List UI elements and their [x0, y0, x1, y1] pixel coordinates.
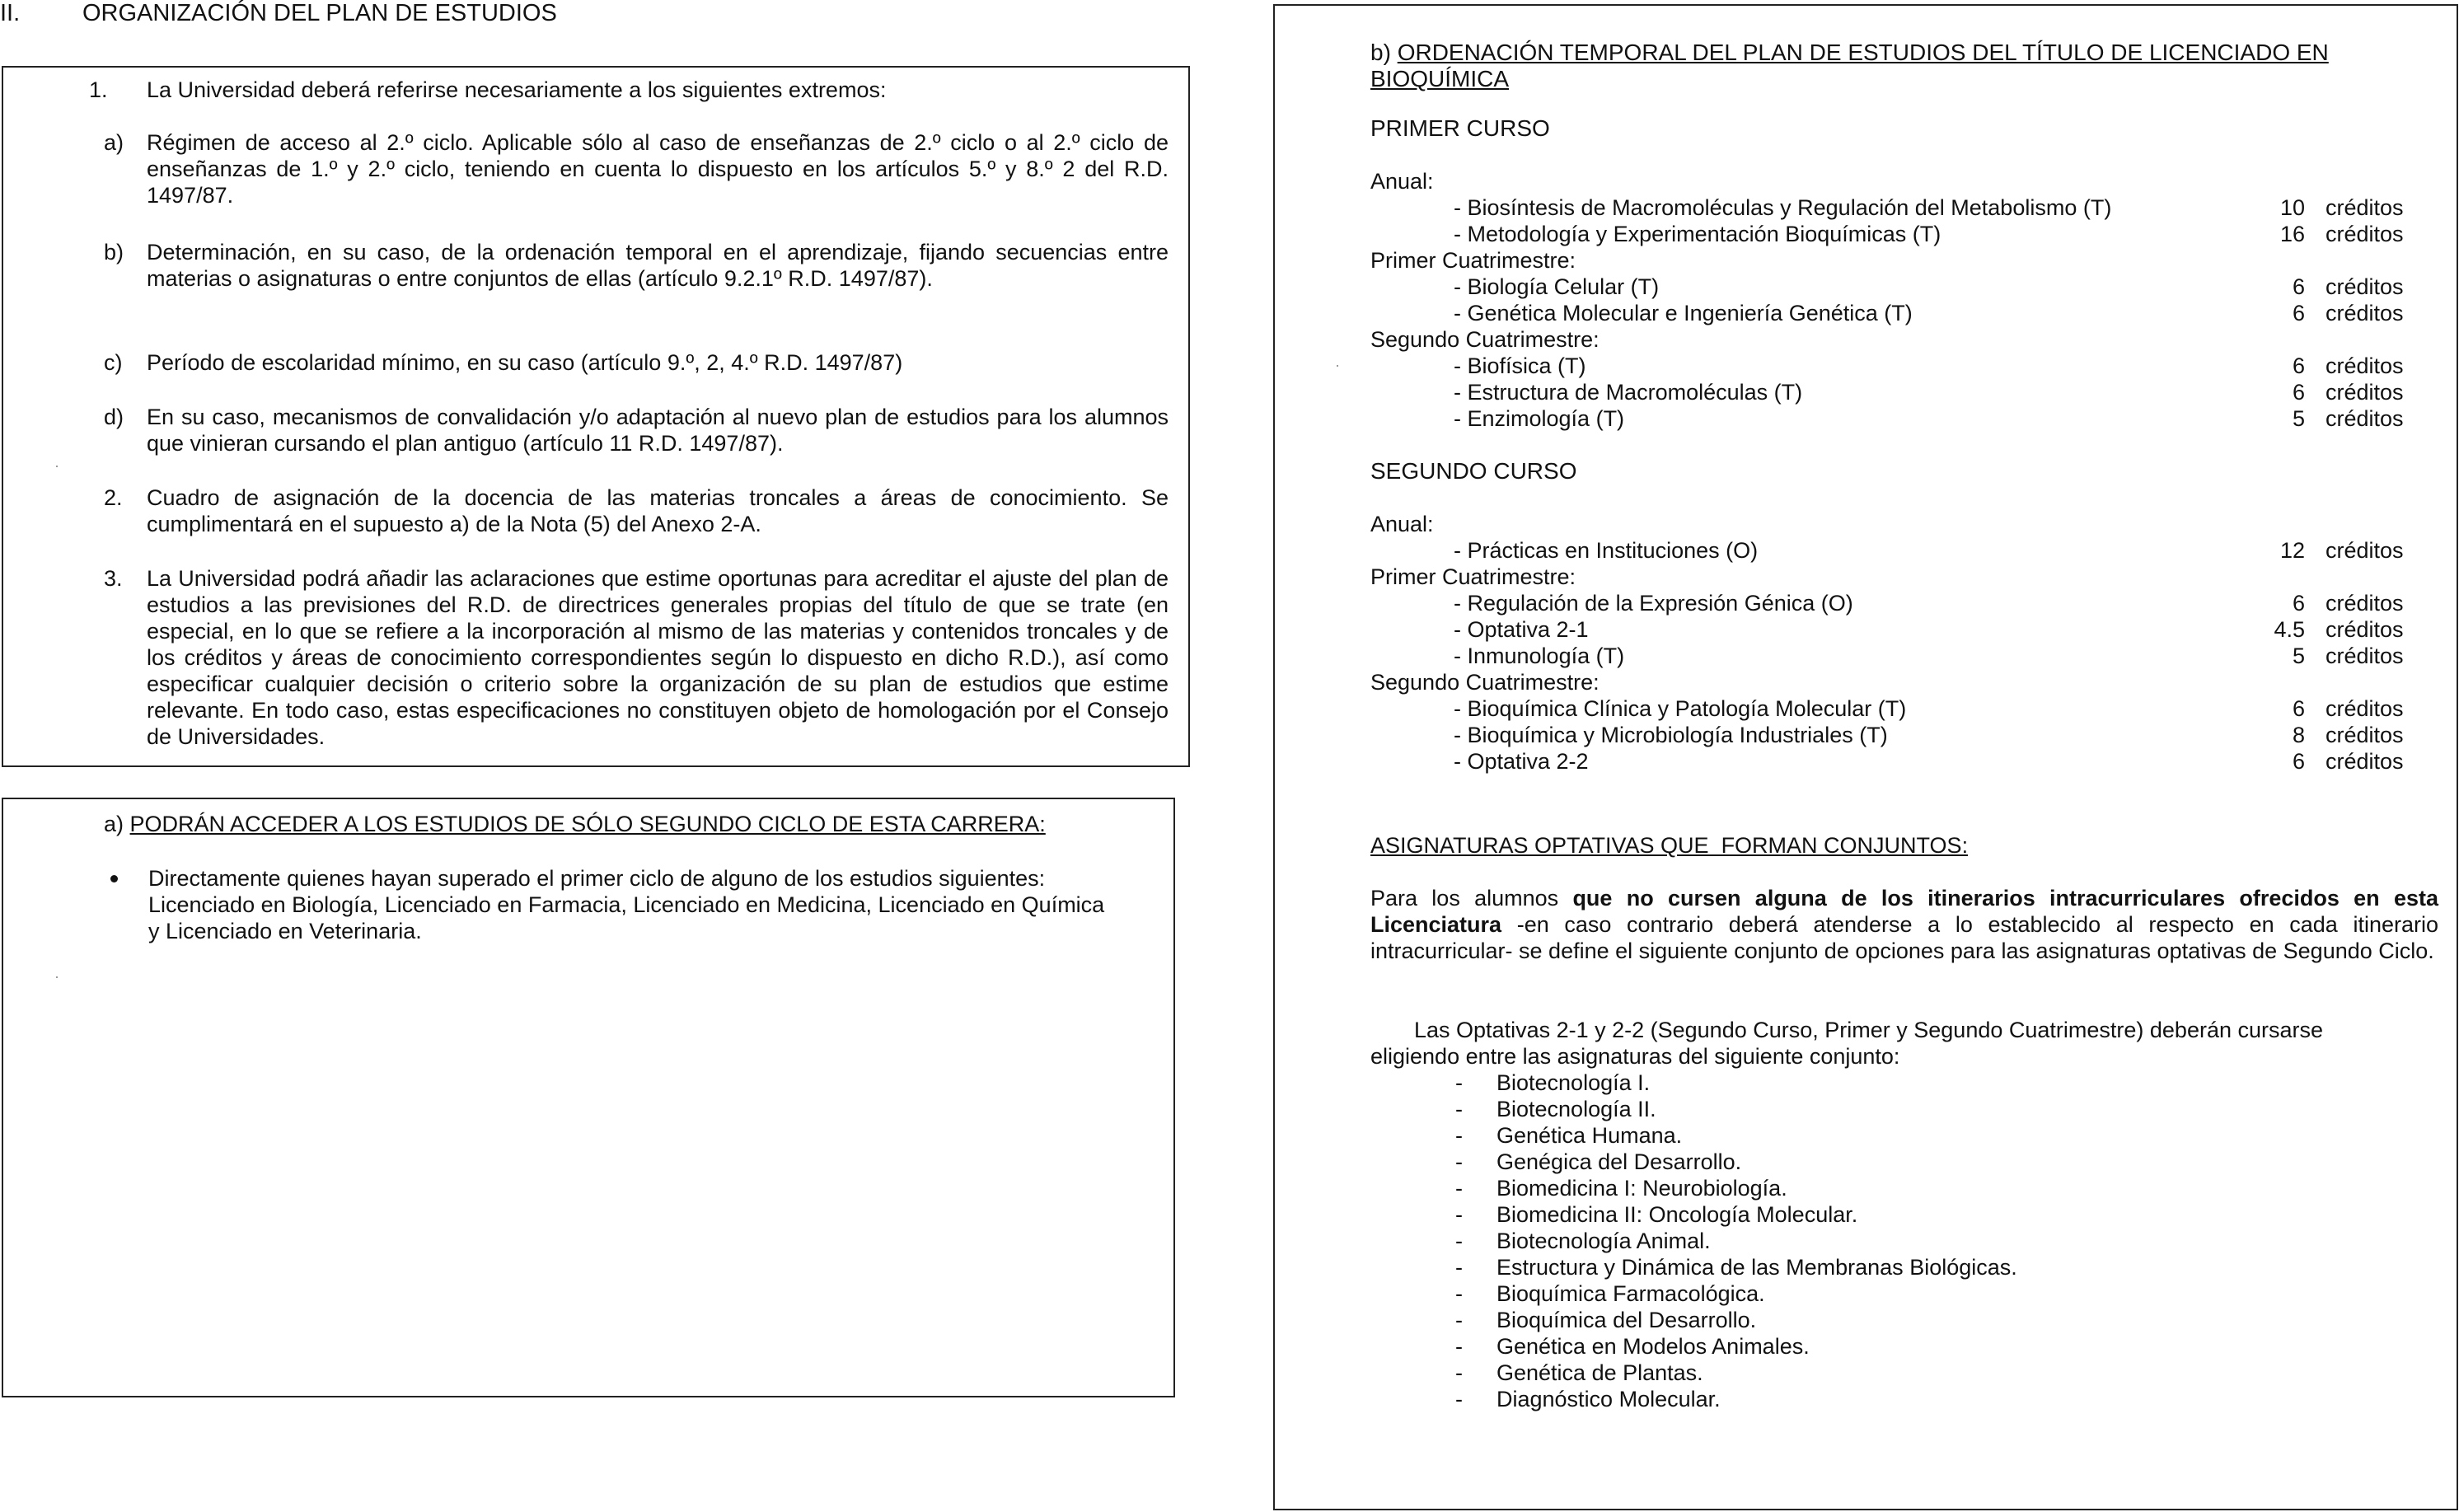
credits-unit: créditos — [2326, 274, 2404, 299]
subject-credits: 6 — [2292, 696, 2305, 721]
bullet-icon — [110, 875, 118, 882]
ordering-title — [1370, 40, 2359, 92]
optional-paragraph-1-start: Para los alumnos — [1370, 886, 1573, 910]
access-bullet-text: Directamente quienes hayan superado el primer ciclo de alguno de los estudios siguientes: Licenciado en Biología, Licenciado en Farmacia, Licenciado en Medicina, Licenciado en Química y Licenciado en Veterinaria. — [148, 866, 1105, 943]
dash-marker: - — [1455, 1229, 1463, 1253]
optional-subject-name: Biotecnología II. — [1496, 1097, 1656, 1121]
optional-paragraph-2-text: Las Optativas 2-1 y 2-2 (Segundo Curso, Primer y Segundo Cuatrimestre) deberán cursarse eligiendo entre las asignaturas del siguiente conjunto: — [1370, 1018, 2324, 1069]
optional-paragraph-1-bold: que no cursen alguna de los itinerarios intracurriculares ofrecidos en esta Licenciatura — [1370, 886, 2438, 937]
subject-name: - Enzimología (T) — [1454, 406, 1625, 431]
subject-credits: 6 — [2292, 749, 2305, 774]
subject-credits: 16 — [2279, 222, 2305, 246]
requirement-text: Régimen de acceso al 2.º ciclo. Aplicable sólo al caso de enseñanzas de 2.º ciclo o al 2.º ciclo de enseñanzas de 1.º y 2.º ciclo, teniendo en cuenta lo dispuesto en los artículos 5.º y 8.º 2 del R.D. 1497/87. — [147, 130, 1169, 208]
period-label: Segundo Cuatrimestre: — [1370, 670, 1600, 695]
ordering-title-text: ORDENACIÓN TEMPORAL DEL PLAN DE ESTUDIOS DEL TÍTULO DE LICENCIADO EN BIOQUÍMICA — [1370, 40, 2329, 91]
optional-subject-name: Biomedicina I: Neurobiología. — [1496, 1176, 1787, 1201]
requirement-mark: 2. — [104, 485, 123, 510]
dash-marker: - — [1455, 1149, 1463, 1174]
dash-marker: - — [1455, 1308, 1463, 1332]
subject-credits: 6 — [2292, 301, 2305, 325]
dash-marker: - — [1455, 1202, 1463, 1227]
credits-unit: créditos — [2326, 222, 2404, 246]
period-label: Primer Cuatrimestre: — [1370, 248, 1576, 273]
subject-name: - Optativa 2-1 — [1454, 617, 1589, 642]
requirement-item — [104, 129, 1169, 208]
dash-marker: - — [1455, 1123, 1463, 1148]
dash-marker: - — [1455, 1097, 1463, 1121]
requirement-mark: 3. — [104, 566, 123, 591]
optional-paragraph-1 — [1370, 885, 2438, 964]
requirement-text: Período de escolaridad mínimo, en su caso (artículo 9.º, 2, 4.º R.D. 1497/87) — [147, 350, 903, 375]
subject-name: - Prácticas en Instituciones (O) — [1454, 538, 1759, 563]
optional-subject-name: Bioquímica del Desarrollo. — [1496, 1308, 1757, 1332]
subject-credits: 6 — [2292, 591, 2305, 616]
optional-subject-name: Genética en Modelos Animales. — [1496, 1334, 1810, 1359]
period-label: Anual: — [1370, 169, 1434, 194]
optional-subject-name: Genética Humana. — [1496, 1123, 1683, 1148]
credits-unit: créditos — [2326, 195, 2404, 220]
access-heading — [104, 811, 1046, 837]
subject-credits: 6 — [2292, 274, 2305, 299]
optional-subject-name: Estructura y Dinámica de las Membranas Biológicas. — [1496, 1255, 2017, 1280]
section-number: II. — [0, 0, 21, 26]
subject-name: - Biología Celular (T) — [1454, 274, 1660, 299]
subject-credits: 5 — [2292, 644, 2305, 668]
subject-name: - Estructura de Macromoléculas (T) — [1454, 380, 1803, 405]
course-title: SEGUNDO CURSO — [1370, 458, 1577, 484]
subject-name: - Optativa 2-2 — [1454, 749, 1589, 774]
credits-unit: créditos — [2326, 353, 2404, 378]
subject-name: - Genética Molecular e Ingeniería Genética (T) — [1454, 301, 1913, 325]
requirement-mark: 1. — [89, 77, 108, 102]
requirement-mark: b) — [104, 240, 124, 264]
dash-marker: - — [1455, 1360, 1463, 1385]
subject-credits: 4.5 — [2274, 617, 2305, 642]
credits-unit: créditos — [2326, 617, 2404, 642]
optional-subject-name: Biomedicina II: Oncología Molecular. — [1496, 1202, 1858, 1227]
subject-credits: 12 — [2279, 538, 2305, 563]
ordering-title-mark: b) — [1370, 40, 1391, 65]
subject-name: - Biofísica (T) — [1454, 353, 1586, 378]
dash-marker: - — [1455, 1176, 1463, 1201]
optional-subject-name: Biotecnología I. — [1496, 1070, 1651, 1095]
optional-subject-name: Genégica del Desarrollo. — [1496, 1149, 1742, 1174]
subject-credits: 10 — [2279, 195, 2305, 220]
section-title: ORGANIZACIÓN DEL PLAN DE ESTUDIOS — [82, 0, 557, 26]
period-label: Segundo Cuatrimestre: — [1370, 327, 1600, 352]
dash-marker: - — [1455, 1387, 1463, 1411]
optional-paragraph-2 — [1370, 1017, 2359, 1070]
credits-unit: créditos — [2326, 591, 2404, 616]
requirement-text: La Universidad podrá añadir las aclaraciones que estime oportunas para acreditar el ajuste del plan de estudios a las previsiones del R.D. de directrices generales propias del título de que se trate (en especial, en lo que se refiere a la incorporación al mismo de las materias y contenidos troncales y de los créditos y áreas de conocimiento correspondientes según lo dispuesto en dicho R.D.), así como especificar cualquier decisión o criterio sobre la organización de su plan de estudios que estime relevante. En todo caso, estas especificaciones no constituyen objeto de homologación por el Consejo de Universidades. — [147, 566, 1169, 749]
subject-credits: 6 — [2292, 380, 2305, 405]
optional-heading: ASIGNATURAS OPTATIVAS QUE FORMAN CONJUNTOS: — [1370, 833, 1969, 858]
credits-unit: créditos — [2326, 380, 2404, 405]
scan-speck — [1337, 365, 1338, 367]
optional-paragraph-1-end: -en caso contrario deberá atenderse a lo establecido al respecto en cada itinerario intracurricular- se define el siguiente conjunto de opciones para las asignaturas optativas de Segundo Ciclo. — [1370, 912, 2438, 963]
requirement-item — [104, 404, 1169, 456]
optional-subject-name: Diagnóstico Molecular. — [1496, 1387, 1721, 1411]
credits-unit: créditos — [2326, 696, 2404, 721]
access-bullet — [148, 865, 1121, 944]
period-label: Primer Cuatrimestre: — [1370, 564, 1576, 589]
subject-name: - Regulación de la Expresión Génica (O) — [1454, 591, 1853, 616]
credits-unit: créditos — [2326, 723, 2404, 747]
requirement-item — [104, 239, 1169, 292]
dash-marker: - — [1455, 1070, 1463, 1095]
subject-name: - Biosíntesis de Macromoléculas y Regulación del Metabolismo (T) — [1454, 195, 2112, 220]
requirement-item — [89, 77, 1169, 103]
credits-unit: créditos — [2326, 406, 2404, 431]
dash-marker: - — [1455, 1281, 1463, 1306]
subject-name: - Bioquímica y Microbiología Industriales (T) — [1454, 723, 1888, 747]
subject-name: - Metodología y Experimentación Bioquímicas (T) — [1454, 222, 1941, 246]
requirement-text: Cuadro de asignación de la docencia de las materias troncales a áreas de conocimiento. Se cumplimentará en el supuesto a) de la Nota (5) del Anexo 2-A. — [147, 485, 1169, 536]
subject-credits: 6 — [2292, 353, 2305, 378]
optional-subject-name: Biotecnología Animal. — [1496, 1229, 1711, 1253]
requirement-mark: c) — [104, 350, 123, 375]
credits-unit: créditos — [2326, 301, 2404, 325]
requirement-text: Determinación, en su caso, de la ordenación temporal en el aprendizaje, fijando secuencias entre materias o asignaturas o entre conjuntos de ellas (artículo 9.2.1º R.D. 1497/87). — [147, 240, 1169, 291]
requirement-text: En su caso, mecanismos de convalidación y/o adaptación al nuevo plan de estudios para los alumnos que vinieran cursando el plan antiguo (artículo 11 R.D. 1497/87). — [147, 405, 1169, 456]
subject-credits: 8 — [2292, 723, 2305, 747]
optional-subject-name: Bioquímica Farmacológica. — [1496, 1281, 1765, 1306]
dash-marker: - — [1455, 1255, 1463, 1280]
requirement-mark: a) — [104, 130, 124, 155]
period-label: Anual: — [1370, 512, 1434, 536]
scan-speck — [56, 976, 58, 978]
credits-unit: créditos — [2326, 538, 2404, 563]
requirement-item — [104, 565, 1169, 750]
access-heading-mark: a) — [104, 812, 124, 836]
requirement-text: La Universidad deberá referirse necesariamente a los siguientes extremos: — [147, 77, 887, 102]
scan-speck — [56, 466, 58, 467]
credits-unit: créditos — [2326, 749, 2404, 774]
requirement-item — [104, 484, 1169, 537]
subject-name: - Bioquímica Clínica y Patología Molecular (T) — [1454, 696, 1907, 721]
course-title: PRIMER CURSO — [1370, 115, 1550, 141]
optional-subject-name: Genética de Plantas. — [1496, 1360, 1703, 1385]
credits-unit: créditos — [2326, 644, 2404, 668]
subject-name: - Inmunología (T) — [1454, 644, 1625, 668]
dash-marker: - — [1455, 1334, 1463, 1359]
access-heading-text: PODRÁN ACCEDER A LOS ESTUDIOS DE SÓLO SEGUNDO CICLO DE ESTA CARRERA: — [129, 812, 1046, 836]
requirement-item — [104, 349, 1169, 376]
requirement-mark: d) — [104, 405, 124, 429]
section-heading — [0, 0, 557, 26]
subject-credits: 5 — [2292, 406, 2305, 431]
